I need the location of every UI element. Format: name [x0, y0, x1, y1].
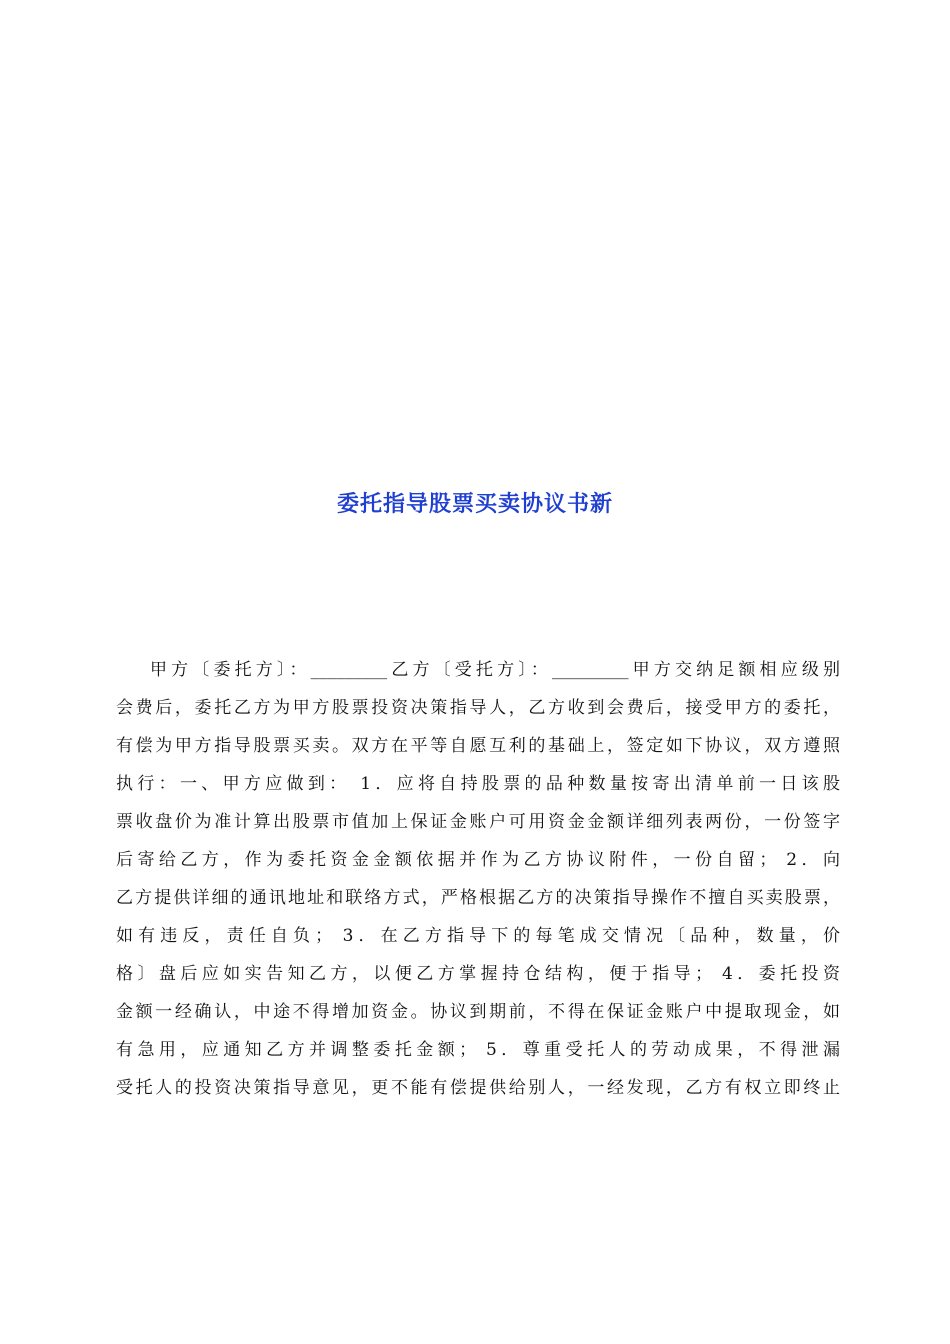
body-line-3: 有偿为甲方指导股票买卖。双方在平等自愿互利的基础上，签定如下协议，双方遵照: [116, 736, 840, 756]
body-line-6: 后寄给乙方，作为委托资金金额依据并作为乙方协议附件，一份自留； 2．向: [116, 850, 840, 870]
body-line-1: 甲方〔委托方〕：_________乙方〔受托方〕：_________甲方交纳足额相应级别: [150, 660, 840, 680]
body-line-4: 执行：一、甲方应做到： 1．应将自持股票的品种数量按寄出清单前一日该股: [116, 774, 840, 794]
body-line-2: 会费后，委托乙方为甲方股票投资决策指导人，乙方收到会费后，接受甲方的委托，: [116, 698, 840, 718]
document-title: 委托指导股票买卖协议书新: [336, 491, 613, 517]
body-line-11: 有急用，应通知乙方并调整委托金额； 5．尊重受托人的劳动成果，不得泄漏: [116, 1040, 840, 1060]
body-line-9: 格〕盘后应如实告知乙方，以便乙方掌握持仓结构，便于指导； 4．委托投资: [116, 964, 840, 984]
body-line-5: 票收盘价为准计算出股票市值加上保证金账户可用资金金额详细列表两份，一份签字: [116, 812, 840, 832]
body-line-10: 金额一经确认，中途不得增加资金。协议到期前，不得在保证金账户中提取现金，如: [116, 1002, 840, 1022]
body-line-7: 乙方提供详细的通讯地址和联络方式，严格根据乙方的决策指导操作不擅自买卖股票，: [116, 888, 840, 908]
body-line-12: 受托人的投资决策指导意见，更不能有偿提供给别人，一经发现，乙方有权立即终止: [116, 1078, 840, 1098]
agreement-body: [116, 651, 840, 1107]
body-line-8: 如有违反，责任自负； 3．在乙方指导下的每笔成交情况〔品种，数量，价: [116, 926, 840, 946]
